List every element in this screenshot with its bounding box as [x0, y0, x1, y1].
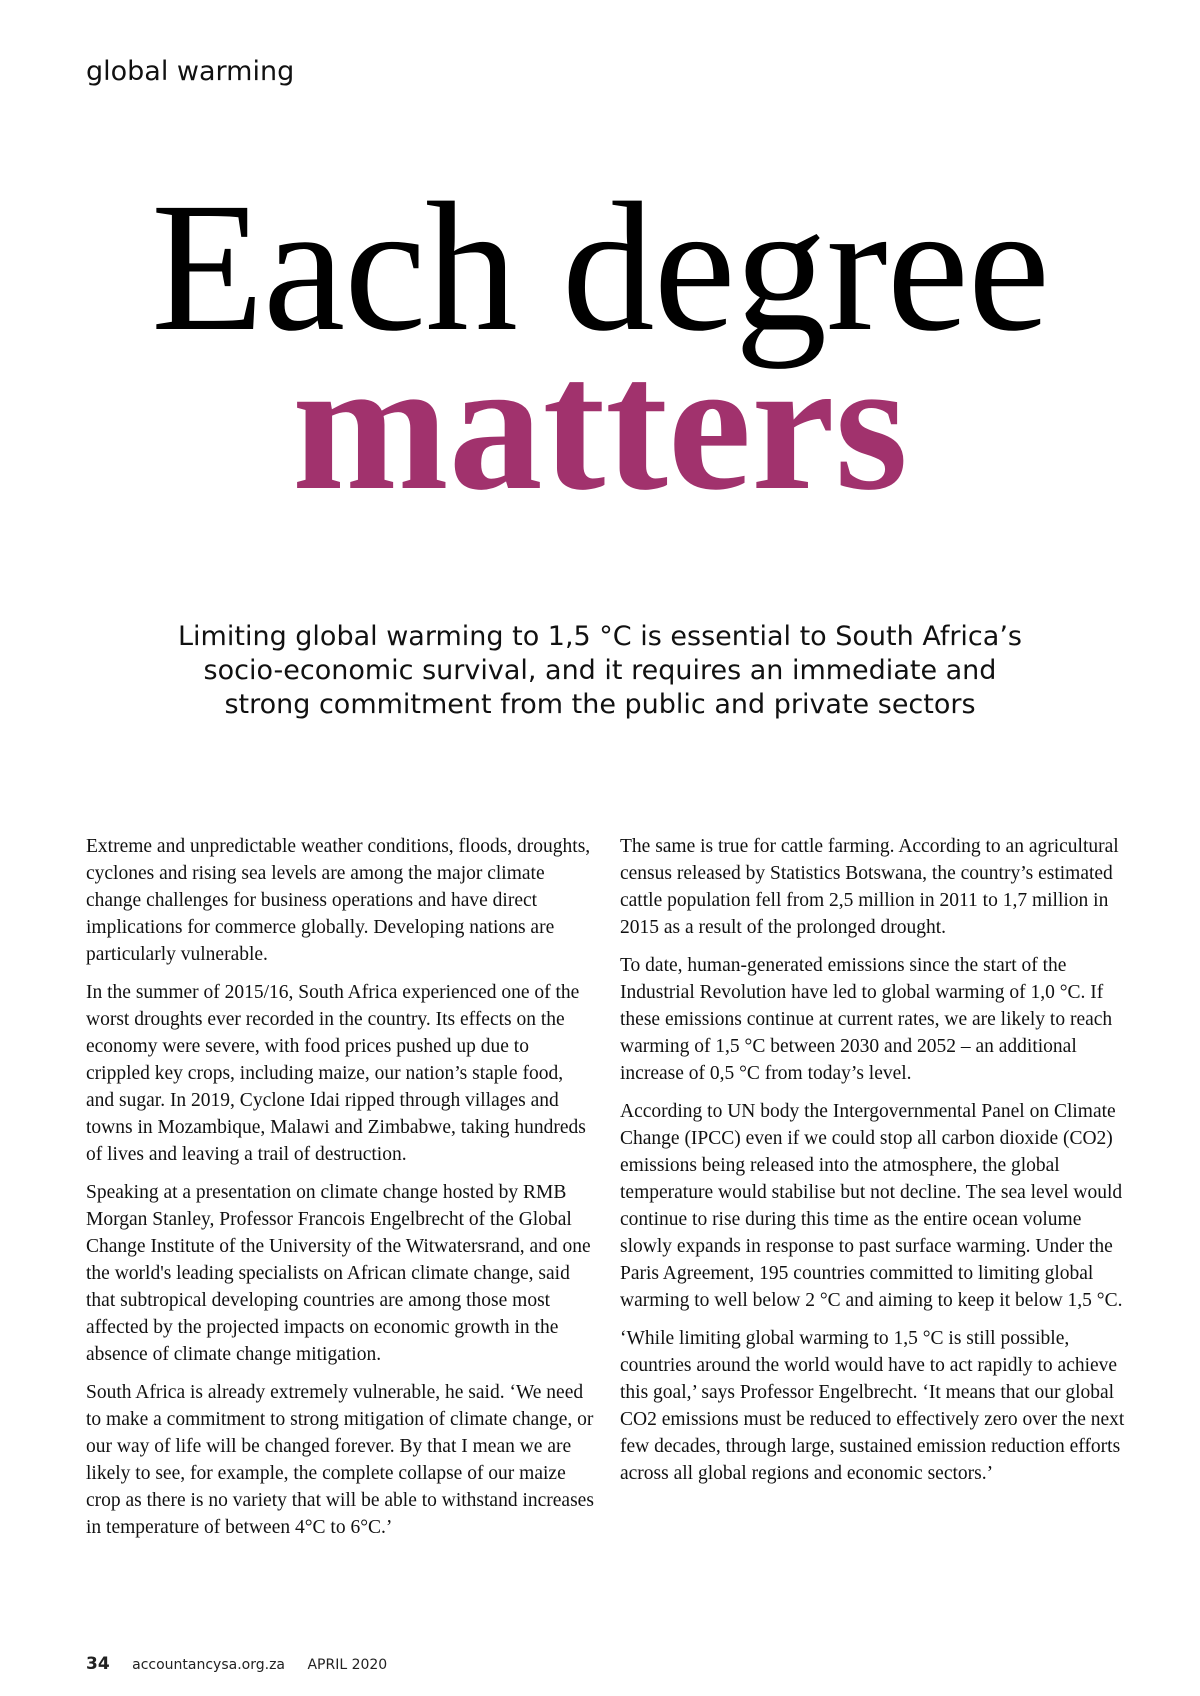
page-number: 34	[86, 1654, 110, 1674]
body-paragraph: Extreme and unpredictable weather conditions, floods, droughts, cyclones and rising sea levels are among the major climate change challenges for business operations and have direct implications for commerce globally. Developing nations are particularly vulnerable.	[86, 836, 591, 965]
section-tag: global warming	[86, 56, 295, 87]
body-paragraph: To date, human-generated emissions since the start of the Industrial Revolution have led to global warming of 1,0 °C. If these emissions continue at current rates, we are likely to reach warming of 1,5 °C between 2030 and 2052 – an additional increase of 0,5 °C from today’s level.	[620, 955, 1113, 1084]
body-right-column	[620, 833, 1132, 1498]
headline-line-2: matters	[292, 320, 908, 529]
standfirst: Limiting global warming to 1,5 °C is essential to South Africa’s socio-economic survival, and it requires an immediate and strong commitment from the public and private sectors	[178, 621, 1022, 720]
body-paragraph: Speaking at a presentation on climate change hosted by RMB Morgan Stanley, Professor Francois Engelbrecht of the Global Change Institute of the University of the Witwatersrand, and one the world's leading specialists on African climate change, said that subtropical developing countries are among those most affected by the projected impacts on economic growth in the absence of climate change mitigation.	[86, 1182, 591, 1365]
body-paragraph: According to UN body the Intergovernmental Panel on Climate Change (IPCC) even if we could stop all carbon dioxide (CO2) emissions being released into the atmosphere, the global temperature would stabilise but not decline. The sea level would continue to rise during this time as the entire ocean volume slowly expands in response to past surface warming. Under the Paris Agreement, 195 countries committed to limiting global warming to well below 2 °C and aiming to keep it below 1,5 °C.	[620, 1101, 1123, 1311]
body-paragraph: The same is true for cattle farming. According to an agricultural census released by Statistics Botswana, the country’s estimated cattle population fell from 2,5 million in 2011 to 1,7 million in 2015 as a result of the prolonged drought.	[620, 836, 1119, 938]
body-paragraph: South Africa is already extremely vulnerable, he said. ‘We need to make a commitment to strong mitigation of climate change, or our way of life will be changed forever. By that I mean we are likely to see, for example, the complete collapse of our maize crop as there is no variety that will be able to withstand increases in temperature of between 4°C to 6°C.’	[86, 1382, 594, 1538]
body-left-column	[86, 833, 596, 1552]
body-paragraph: In the summer of 2015/16, South Africa experienced one of the worst droughts ever recorded in the country. Its effects on the economy were severe, with food prices pushed up due to crippled key crops, including maize, our nation’s staple food, and sugar. In 2019, Cyclone Idai ripped through villages and towns in Mozambique, Malawi and Zimbabwe, taking hundreds of lives and leaving a trail of destruction.	[86, 982, 586, 1165]
issue-date: APRIL 2020	[307, 1657, 388, 1673]
body-paragraph: ‘While limiting global warming to 1,5 °C is still possible, countries around the world would have to act rapidly to achieve this goal,’ says Professor Engelbrecht. ‘It means that our global CO2 emissions must be reduced to effectively zero over the next few decades, through large, sustained emission reduction efforts across all global regions and economic sectors.’	[620, 1328, 1125, 1484]
website-link[interactable]: accountancysa.org.za	[132, 1657, 285, 1673]
headline-line-1: Each degree	[151, 165, 1049, 370]
page-footer	[86, 1654, 387, 1674]
